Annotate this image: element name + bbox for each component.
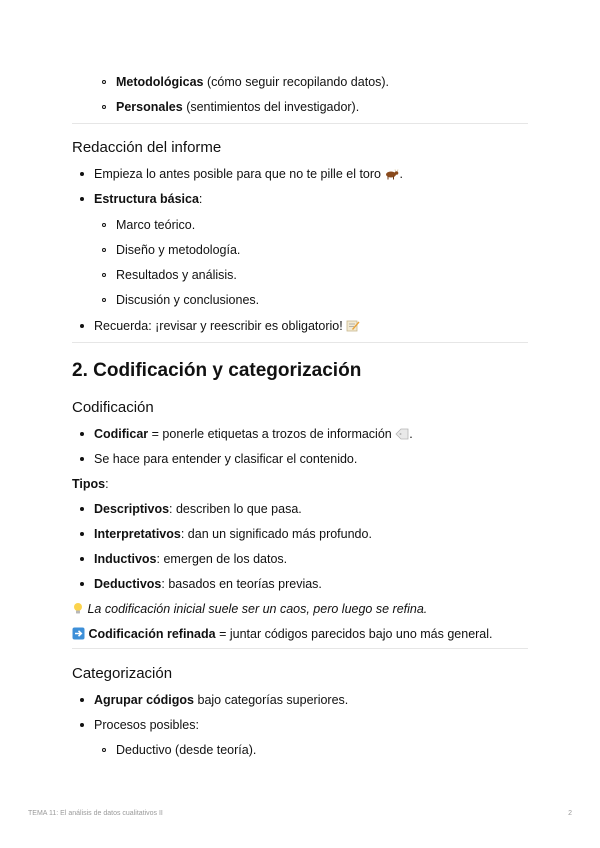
bullet-dot xyxy=(80,172,84,176)
list-item: Diseño y metodología. xyxy=(116,243,241,257)
list-item: Codificar = ponerle etiquetas a trozos de información . xyxy=(94,426,413,444)
list-item: Personales (sentimientos del investigador). xyxy=(116,100,360,114)
list-item: Descriptivos: describen lo que pasa. xyxy=(94,502,302,516)
page-number: 2 xyxy=(568,810,572,817)
lightbulb-icon xyxy=(72,602,84,619)
bullet-circle xyxy=(102,273,106,277)
bullet-dot xyxy=(80,723,84,727)
list-item: Agrupar códigos bajo categorías superiores. xyxy=(94,693,349,707)
bullet-dot xyxy=(80,457,84,461)
refined-coding-line: Codificación refinada = juntar códigos parecidos bajo uno más general. xyxy=(72,626,493,644)
list-item: Empieza lo antes posible para que no te pille el toro . xyxy=(94,166,403,184)
bullet-dot xyxy=(80,432,84,436)
list-item: Deductivo (desde teoría). xyxy=(116,743,257,757)
bullet-dot xyxy=(80,532,84,536)
bull-icon xyxy=(384,168,399,184)
list-item: Deductivos: basados en teorías previas. xyxy=(94,577,322,591)
section-heading: Categorización xyxy=(72,665,173,682)
bullet-circle xyxy=(102,223,106,227)
bullet-dot xyxy=(80,507,84,511)
divider xyxy=(72,123,528,124)
footer-title: TEMA 11: El análisis de datos cualitativos II xyxy=(28,810,163,817)
list-item: Marco teórico. xyxy=(116,218,196,232)
bullet-circle xyxy=(102,248,106,252)
bullet-dot xyxy=(80,197,84,201)
list-item: Recuerda: ¡revisar y reescribir es obligatorio! xyxy=(94,318,360,336)
list-item: Procesos posibles: xyxy=(94,718,199,732)
right-arrow-icon xyxy=(72,627,85,644)
list-item: Inductivos: emergen de los datos. xyxy=(94,552,288,566)
bullet-dot xyxy=(80,557,84,561)
bullet-dot xyxy=(80,324,84,328)
list-item: Se hace para entender y clasificar el contenido. xyxy=(94,452,358,466)
list-item: Estructura básica: xyxy=(94,192,203,206)
tipos-label: Tipos: xyxy=(72,477,109,491)
list-item: Discusión y conclusiones. xyxy=(116,293,260,307)
divider xyxy=(72,342,528,343)
list-item: Resultados y análisis. xyxy=(116,268,237,282)
list-item: Metodológicas (cómo seguir recopilando datos). xyxy=(116,75,390,89)
section-heading: Codificación xyxy=(72,399,154,416)
divider xyxy=(72,648,528,649)
section-heading: Redacción del informe xyxy=(72,139,222,156)
tip-line: La codificación inicial suele ser un caos, pero luego se refina. xyxy=(72,601,427,619)
bullet-dot xyxy=(80,582,84,586)
bullet-circle xyxy=(102,298,106,302)
memo-icon xyxy=(346,319,360,336)
label-icon xyxy=(395,428,409,444)
bullet-circle xyxy=(102,80,106,84)
list-item: Interpretativos: dan un significado más profundo. xyxy=(94,527,372,541)
page-section-title: 2. Codificación y categorización xyxy=(72,360,362,381)
bullet-circle xyxy=(102,105,106,109)
bullet-dot xyxy=(80,698,84,702)
bullet-circle xyxy=(102,748,106,752)
